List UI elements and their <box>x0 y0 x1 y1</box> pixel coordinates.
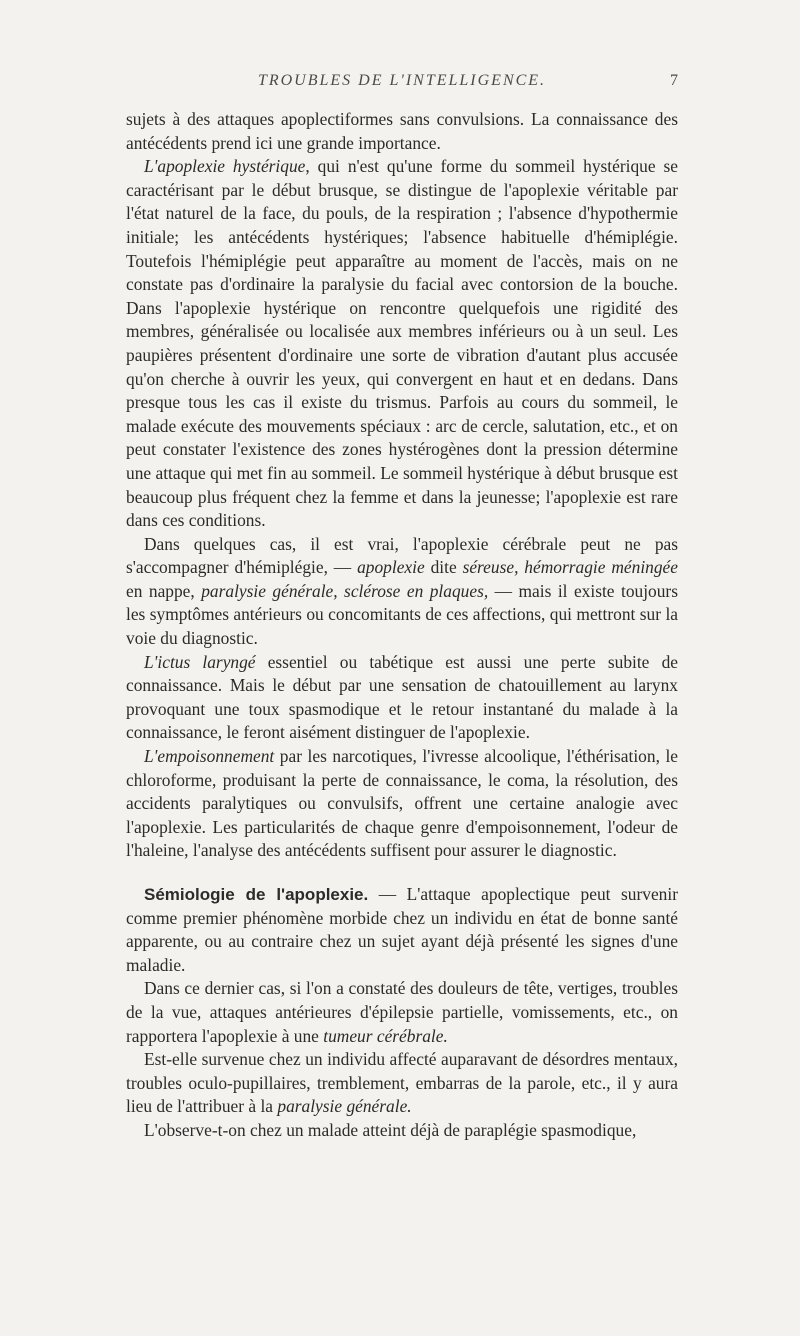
running-title: TROUBLES DE L'INTELLIGENCE. <box>257 72 547 89</box>
paragraph-laryngeal-ictus <box>126 651 678 745</box>
paragraph-semiology <box>126 883 678 977</box>
paragraph-7-text: Dans ce dernier cas, si l'on a constaté des douleurs de tête, vertiges, troubles de la vue, attaques antérieures d'épilepsie partielle, vomissements, etc., on rapportera l'apoplexie à une <box>126 978 678 1046</box>
term-laryngeal-ictus: L'ictus laryngé <box>144 651 256 672</box>
paragraph-3-text-d: — mais il existe toujours les symptômes antérieurs ou concomitants de ces affections, qui mettront sur la voie du diagnostic. <box>126 580 678 649</box>
paragraph-8-text: Est-elle survenue chez un individu affecté auparavant de désordres mentaux, troubles oculo-pupillaires, tremblement, embarras de la parole, etc., il y aura lieu de l'attribuer à la <box>126 1049 678 1117</box>
paragraph-3-text-a: Dans quelques cas, il est vrai, l'apoplexie cérébrale peut ne pas s'accompagner d'hémiplégie, — <box>126 533 678 578</box>
term-general-paralysis-2: paralysie générale. <box>277 1096 412 1117</box>
term-hysterical-apoplexy: L'apoplexie hystérique <box>144 156 306 177</box>
paragraph-paraplegia <box>126 1119 678 1143</box>
term-general-paralysis: paralysie générale, sclérose en plaques, <box>201 580 489 601</box>
paragraph-5-text: par les narcotiques, l'ivresse alcoolique, l'éthérisation, le chloroforme, produisant la perte de connaissance, le coma, la résolution, des accidents paralytiques ou convulsifs, offrent une certaine analogie avec l'apoplexie. Les particularités de chaque genre d'empoisonnement, l'odeur de l'haleine, l'analyse des antécédents suffisent pour assurer le diagnostic. <box>126 746 678 861</box>
paragraph-general-paralysis <box>126 1048 678 1119</box>
paragraph-2-text: , qui n'est qu'une forme du sommeil hystérique se caractérisant par le début brusque, se distingue de l'apoplexie véritable par l'état naturel de la face, du pouls, de la respiration ; l'absence d'hypothermie initiale; les antécédents hystériques; l'absence habituelle d'hémiplégie. Toutefois l'hémiplégie peut apparaître au moment de l'accès, mais on ne constate pas d'ordinaire la paralysie du facial avec contorsion de la bouche. Dans l'apoplexie hystérique on rencontre quelquefois une rigidité des membres, généralisée ou localisée aux membres inférieurs ou à un seul. Les paupières présentent d'ordinaire une sorte de vibration d'autant plus accusée qu'on cherche à ouvrir les yeux, qui convergent en haut et en dedans. Dans presque tous les cas il existe du trismus. Parfois au cours du sommeil, le malade exécute des mouvements spéciaux : arc de cercle, salutation, etc., et on peut constater l'existence des zones hystérogènes dont la pression détermine une attaque qui met fin au sommeil. Le sommeil hystérique à début brusque est beaucoup plus fréquent chez la femme et dans la jeunesse; l'apoplexie est rare dans ces conditions. <box>126 156 678 531</box>
paragraph-3-text-c: en nappe, <box>126 580 202 601</box>
paragraph-hysterical-apoplexy <box>126 155 678 533</box>
page-header <box>126 72 678 94</box>
section-heading: Sémiologie de l'apoplexie. <box>144 885 369 904</box>
term-apoplexy: apoplexie <box>357 557 425 578</box>
term-serous-meningeal: séreuse, hémorragie méningée <box>462 557 678 578</box>
paragraph-9-text: L'observe-t-on chez un malade atteint déjà de paraplégie spasmodique, <box>144 1119 637 1140</box>
paragraph-cerebral-apoplexy <box>126 533 678 651</box>
paragraph-4-text: essentiel ou tabétique est aussi une perte subite de connaissance. Mais le début par une sensation de chatouillement au larynx provoquant une toux spasmodique et le retour instantané du malade à la connaissance, le feront aisément distinguer de l'apoplexie. <box>126 651 678 743</box>
paragraph-poisoning <box>126 745 678 863</box>
paragraph-1-text: sujets à des attaques apoplectiformes sans convulsions. La connaissance des antécédents prend ici une grande importance. <box>126 109 678 153</box>
term-poisoning: L'empoisonnement <box>144 746 275 767</box>
page-number: 7 <box>670 72 678 89</box>
paragraph-3-text-b: dite <box>424 557 463 578</box>
paragraph-brain-tumor <box>126 977 678 1048</box>
term-brain-tumor: tumeur cérébrale. <box>323 1025 448 1046</box>
body-text <box>126 108 678 1143</box>
paragraph-1 <box>126 108 678 155</box>
paragraph-6-text: — L'attaque apoplectique peut survenir comme premier phénomène morbide chez un individu en état de bonne santé apparente, ou au contraire chez un sujet ayant déjà présenté les signes d'une maladie. <box>126 884 678 975</box>
